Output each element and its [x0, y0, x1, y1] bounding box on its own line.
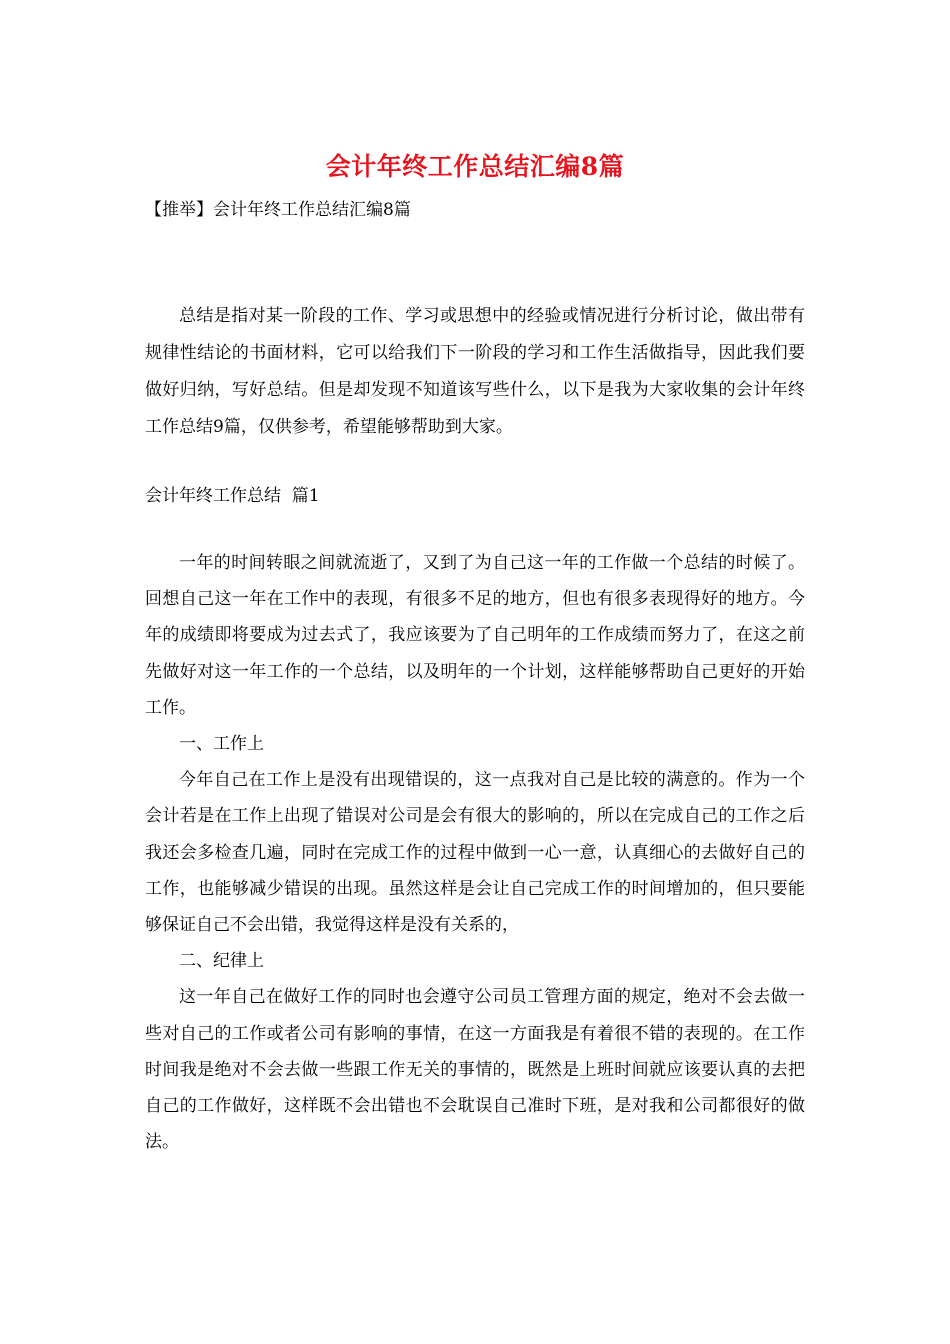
body-paragraph: 一年的时间转眼之间就流逝了，又到了为自己这一年的工作做一个总结的时候了。回想自己这一年在工作中的表现，有很多不足的地方，但也有很多表现得好的地方。今年的成绩即将要成为过去式了，我应该要为了自己明年的工作成绩而努力了，在这之前先做好对这一年工作的一个总结，以及明年的一个计划，这样能够帮助自己更好的开始工作。: [145, 553, 805, 718]
document-subtitle: 【推举】会计年终工作总结汇编8篇: [145, 200, 411, 220]
intro-paragraph: 总结是指对某一阶段的工作、学习或思想中的经验或情况进行分析讨论，做出带有规律性结论的书面材料，它可以给我们下一阶段的学习和工作生活做指导，因此我们要做好归纳，写好总结。但是却发现不知道该写些什么，以下是我为大家收集的会计年终工作总结9篇，仅供参考，希望能够帮助到大家。: [145, 306, 805, 437]
body-paragraph: 这一年自己在做好工作的同时也会遵守公司员工管理方面的规定，绝对不会去做一些对自己的工作或者公司有影响的事情，在这一方面我是有着很不错的表现的。在工作时间我是绝对不会去做一些跟工作无关的事情的，既然是上班时间就应该要认真的去把自己的工作做好，这样既不会出错也不会耽误自己准时下班，是对我和公司都很好的做法。: [145, 987, 805, 1153]
sub-heading-work: 一、工作上: [179, 734, 264, 755]
body-paragraph: 今年自己在工作上是没有出现错误的，这一点我对自己是比较的满意的。作为一个会计若是在工作上出现了错误对公司是会有很大的影响的，所以在完成自己的工作之后我还会多检查几遍，同时在完成工作的过程中做到一心一意，认真细心的去做好自己的工作，也能够减少错误的出现。虽然这样是会让自己完成工作的时间增加的，但只要能够保证自己不会出错，我觉得这样是没有关系的，: [145, 770, 805, 936]
document-title: 会计年终工作总结汇编8篇: [325, 152, 625, 181]
sub-heading-discipline: 二、纪律上: [179, 951, 264, 972]
section-heading: 会计年终工作总结 篇1: [145, 486, 320, 506]
section-body: [145, 545, 805, 1160]
